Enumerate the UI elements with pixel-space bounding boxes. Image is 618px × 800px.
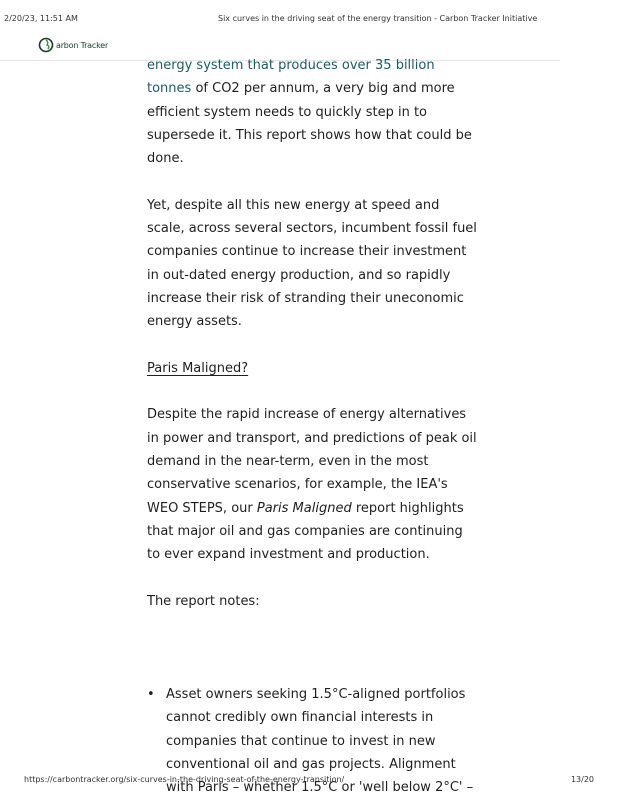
print-url: https://carbontracker.org/six-curves-in-the-driving-seat-of-the-energy-transition/ bbox=[24, 775, 345, 784]
paragraph-4: The report notes: bbox=[147, 593, 260, 609]
paragraph-3-report-title: Paris Maligned bbox=[256, 500, 352, 516]
paragraph-3 bbox=[147, 403, 477, 566]
print-date: 2/20/23, 11:51 AM bbox=[4, 14, 78, 23]
paragraph-1-highlight: energy system that produces over 35 billion tonnes bbox=[147, 58, 435, 97]
page-number: 13/20 bbox=[570, 775, 594, 784]
paragraph-3-text-b: report highlights that major oil and gas companies are continuing to ever expand investment and production. bbox=[147, 500, 464, 563]
section-heading bbox=[147, 357, 477, 380]
print-title: Six curves in the driving seat of the energy transition - Carbon Tracker Initiative bbox=[218, 14, 538, 23]
paragraph-3-text-a: Despite the rapid increase of energy alternatives in power and transport, and predictions of peak oil demand in the near-term, even in the most conservative scenarios, for example, the IEA's WEO STEPS, our bbox=[147, 407, 477, 516]
paragraph-1-text: of CO2 per annum, a very big and more efficient system needs to quickly step in to supersede it. This report shows how that could be done. bbox=[147, 81, 472, 167]
carbon-tracker-logo-icon bbox=[38, 37, 54, 53]
list-item: • Asset owners seeking 1.5°C-aligned portfolios cannot credibly own financial interests in companies that continue to invest in new conventional oil and gas projects. Alignment with Paris – whether 1.5°C or 'well below 2°C' – bbox=[147, 683, 477, 799]
paris-maligned-link[interactable]: Paris Maligned? bbox=[147, 360, 249, 376]
logo-text: arbon Tracker bbox=[56, 40, 109, 50]
paragraph-1 bbox=[147, 54, 477, 170]
article-body bbox=[147, 54, 477, 800]
carbon-tracker-logo[interactable] bbox=[38, 35, 108, 55]
paragraph-2: Yet, despite all this new energy at speed and scale, across several sectors, incumbent fossil fuel companies continue to increase their investment in out-dated energy production, and so rapidly increase their risk of stranding their uneconomic energy assets. bbox=[147, 197, 477, 330]
